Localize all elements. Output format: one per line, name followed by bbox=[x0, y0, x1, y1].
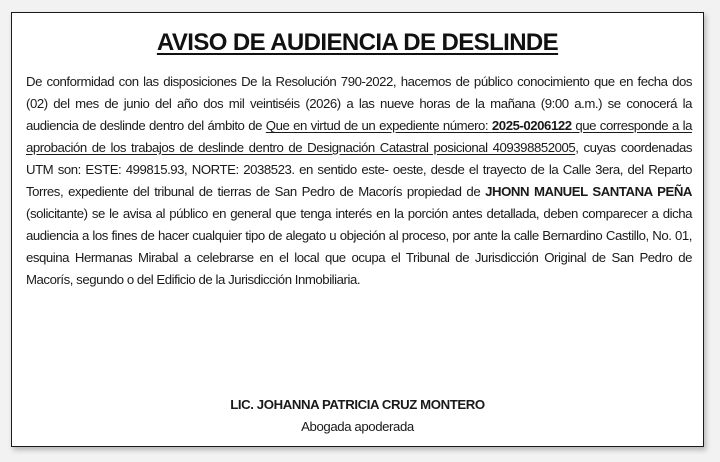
body-intro: De conformidad con las disposiciones De la Resolución 790-2022, hacemos de público conocimiento que en fecha dos (02) del mes de junio del año dos mil veintiséis (2026) a las nueve horas de la mañana (9:00 a.m.) se conocerá la audiencia de deslinde dentro del ámbito de bbox=[26, 74, 692, 133]
notice-body bbox=[26, 71, 692, 291]
notice-title-text: AVISO DE AUDIENCIA DE DESLINDE bbox=[156, 29, 559, 56]
body-underlined-expediente-intro: Que en virtud de un expediente número: bbox=[265, 118, 492, 133]
signature-name: LIC. JOHANNA PATRICIA CRUZ MONTERO bbox=[230, 397, 485, 412]
body-closing: (solicitante) se le avisa al público en general que tenga interés en la porción antes detallada, deben comparecer a dicha audiencia a los fines de hacer cualquier tipo de alegato u objeción al proceso, por ante la calle Bernardino Castillo, No. 01, esquina Hermanas Mirabal a celebrarse en el local que ocupa el Tribunal de Jurisdicción Original de San Pedro de Macorís, segundo o del Edificio de la Jurisdicción Inmobiliaria. bbox=[26, 206, 692, 287]
body-underlined-designacion: que corresponde a la aprobación de los trabajos de deslinde dentro de Designación Catastral posicional 409398852005 bbox=[26, 118, 692, 155]
body-coordinates: , cuyas coordenadas UTM son: ESTE: 499815.93, NORTE: 2038523. en sentido este- oeste, desde el trayecto de la Calle 3era, del Reparto Torres, expediente del tribunal de tierras de San Pedro de Macorís propiedad de bbox=[26, 140, 692, 199]
signature-block bbox=[12, 394, 703, 438]
signature-role: Abogada apoderada bbox=[301, 419, 414, 434]
notice-title bbox=[12, 29, 703, 57]
legal-notice-box bbox=[11, 12, 704, 447]
owner-name: JHONN MANUEL SANTANA PEÑA bbox=[485, 184, 692, 199]
expediente-number: 2025-0206122 bbox=[491, 118, 572, 133]
